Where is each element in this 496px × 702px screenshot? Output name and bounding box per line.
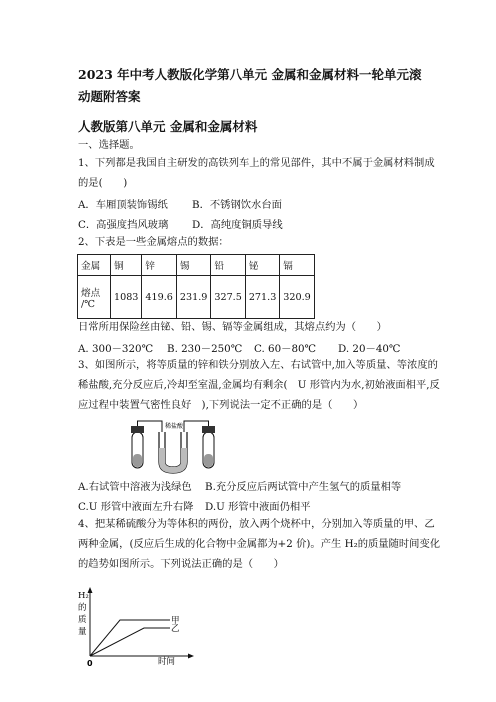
y-label-line2: 的 <box>78 603 87 613</box>
table-cell: 419.6 <box>142 276 176 319</box>
origin-label: 0 <box>87 659 93 668</box>
table-cell: 镉 <box>280 255 314 276</box>
q4-stem-line1: 4、把某稀硫酸分为等体积的两份，放入两个烧杯中，分别加入等质量的甲、乙 <box>78 518 435 530</box>
u-tube <box>159 432 187 473</box>
q3-option-c: C.U 形管中液面左升右降 <box>78 501 194 513</box>
q1-stem-line2: 的是( ) <box>78 177 128 189</box>
q2-option-d: D. 20－40℃ <box>338 343 401 355</box>
table-cell: 铅 <box>211 255 245 276</box>
table-row <box>78 255 315 276</box>
q3-option-d: D.U 形管中液面仍相平 <box>205 501 311 513</box>
table-cell: 1083 <box>111 276 142 319</box>
y-label-line1: H₂ <box>78 591 89 601</box>
section-heading: 一、选择题。 <box>78 139 140 151</box>
right-test-tube <box>202 426 215 468</box>
q1-option-b: B．不锈钢饮水台面 <box>192 199 282 211</box>
q1-option-a: A．车厢顶装饰锡纸 <box>78 199 168 211</box>
table-cell: 231.9 <box>176 276 210 319</box>
series-label-yi: 乙 <box>171 624 180 634</box>
y-label-line4: 量 <box>78 627 87 637</box>
table-cell: 271.3 <box>245 276 279 319</box>
q1-option-d: D．高纯度铜质导线 <box>192 219 283 231</box>
q1-option-c: C．高强度挡风玻璃 <box>78 219 169 231</box>
table-label-line1: 熔点 <box>81 287 101 299</box>
series-line-jia <box>90 620 170 656</box>
table-row <box>78 276 315 319</box>
table-cell: 327.5 <box>211 276 245 319</box>
melting-point-table <box>77 254 315 319</box>
q2-after-text: 日常所用保险丝由铋、铅、锡、镉等金属组成，其熔点约为（ ） <box>78 321 387 333</box>
table-cell: 铋 <box>245 255 279 276</box>
table-cell: 锌 <box>142 255 176 276</box>
left-test-tube <box>131 426 144 468</box>
document-title: 2023 年中考人教版化学第八单元 金属和金属材料一轮单元滚动题附答案 <box>78 67 422 104</box>
q4-stem-line2: 两种金属，(反应后生成的化合物中金属都为+2 价)。产生 H₂的质量随时间变化 <box>78 538 441 550</box>
unit-heading: 人教版第八单元 金属和金属材料 <box>78 119 258 134</box>
q2-stem: 2、下表是一些金属熔点的数据： <box>78 236 229 248</box>
table-cell: 铜 <box>111 255 142 276</box>
series-label-jia: 甲 <box>171 616 180 626</box>
table-cell <box>78 276 111 319</box>
table-cell: 锡 <box>176 255 210 276</box>
y-label-line3: 质 <box>78 615 87 625</box>
x-axis-label: 时间 <box>158 657 176 667</box>
h2-mass-time-chart <box>74 584 204 696</box>
hydrochloric-acid-label: 稀盐酸 <box>165 423 184 430</box>
q4-stem-line3: 的趋势如图所示。下列说法正确的是（ ） <box>78 558 284 570</box>
u-tube-apparatus-figure <box>128 418 218 476</box>
q3-option-b: B.充分反应后两试管中产生氢气的质量相等 <box>205 481 402 493</box>
q1-stem-line1: 1、下列都是我国自主研发的高铁列车上的常见部件，其中不属于金属材料制成 <box>78 157 435 169</box>
q3-stem-line2: 稀盐酸,充分反应后,冷却至室温,金属均有剩余( U 形管内为水,初始液面相平,反 <box>78 379 440 391</box>
q3-option-a: A.右试管中溶液为浅绿色 <box>78 481 192 493</box>
table-cell: 金属 <box>78 255 111 276</box>
q2-option-c: C. 60－80℃ <box>254 343 317 355</box>
q3-stem-line1: 3、如图所示，将等质量的锌和铁分别放入左、右试管中,加入等质量、等浓度的 <box>78 359 438 371</box>
table-cell: 320.9 <box>280 276 314 319</box>
q2-option-a: A. 300－320℃ <box>78 343 154 355</box>
q2-option-b: B. 230－250℃ <box>167 343 243 355</box>
table-label-line2: /℃ <box>81 298 95 310</box>
q3-stem-line3: 应过程中装置气密性良好 ),下列说法一定不正确的是（ ） <box>78 399 364 411</box>
x-axis-arrow <box>188 654 194 659</box>
